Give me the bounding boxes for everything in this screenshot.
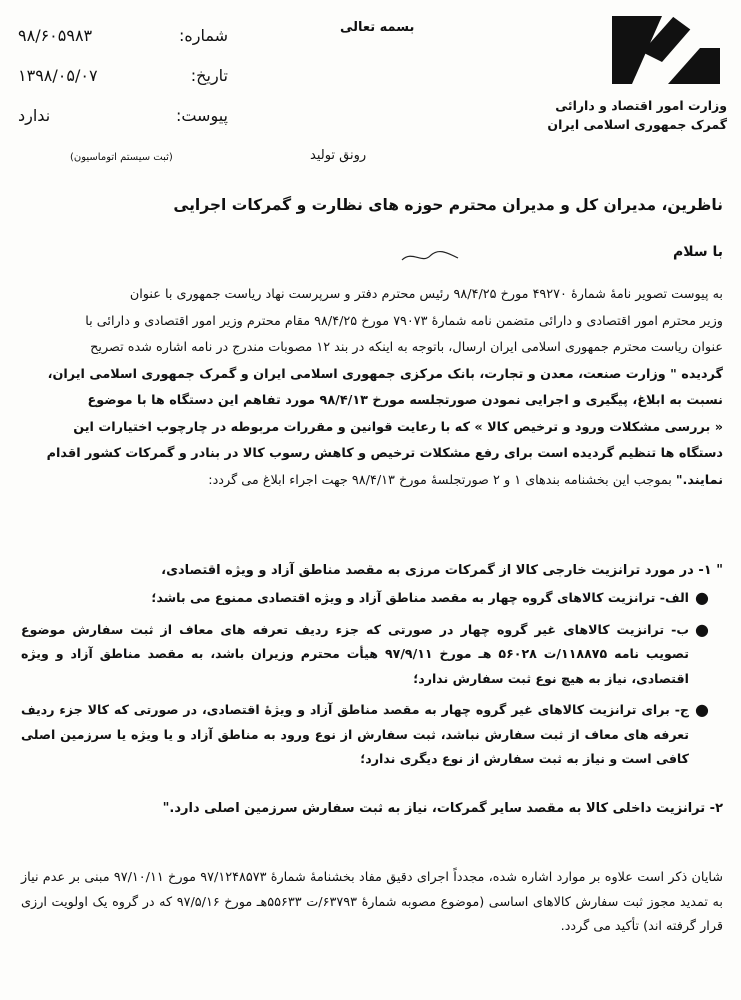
item1-heading: " ۱- در مورد ترانزیت خارجی کالا از گمرکات مرزی به مقصد مناطق آزاد و ویژه اقتصادی،: [161, 563, 723, 578]
para1-line: عنوان ریاست محترم جمهوری اسلامی ایران ارسال، باتوجه به اینکه در بند ۱۲ مصوبات مندرج در نامه اشاره شده تصریح: [90, 340, 723, 355]
attachment-value: ندارد: [18, 106, 51, 125]
bism-heading: بسمه تعالی: [340, 20, 415, 35]
rules-list: [21, 586, 711, 779]
paragraph-closing: شایان ذکر است علاوه بر موارد اشاره شده، مجدداً اجرای دقیق مفاد بخشنامهٔ شمارهٔ ۹۷/۱۲۴۸۵۷۳ مورخ ۹۷/۱۰/۱۱ مبنی بر عدم نیاز به تمدید مجوز ثبت سفارش کالاهای اساسی (موضوع مصوبه شمارهٔ ۶۳۷۹۳/ت ۵۵۶۳۳هـ مورخ ۹۷/۵/۱۶ که در گروه یک اولویت ارزی قرار گرفته اند) تأکید می گردد.: [21, 870, 724, 934]
list-item-text: ب- ترانزیت کالاهای غیر گروه چهار در صورتی که جزء ردیف تعرفه های معاف از ثبت سفارش موضوع تصویب نامه ۱۱۸۸۷۵/ت ۵۶۰۲۸ هـ مورخ ۹۷/۹/۱۱ هیأت محترم وزیران باشد، به مقصد مناطق آزاد و ویژه اقتصادی، نیاز به هیچ نوع ثبت سفارش ندارد؛: [21, 621, 689, 686]
date-value: ۱۳۹۸/۰۵/۰۷: [18, 66, 98, 85]
letter-date: [18, 66, 228, 85]
handwritten-mark: [400, 248, 460, 266]
number-label: شماره:: [178, 26, 228, 45]
letter-number: [18, 26, 228, 45]
greeting: با سلام: [672, 244, 723, 260]
bullet-icon: ●: [695, 619, 709, 639]
customs-name: گمرک جمهوری اسلامی ایران: [547, 117, 727, 132]
addressee: ناظرین، مدیران کل و مدیران محترم حوزه های نظارت و گمرکات اجرایی: [173, 196, 723, 214]
para1-line: به پیوست تصویر نامهٔ شمارهٔ ۴۹۲۷۰ مورخ ۹۸/۴/۲۵ رئیس محترم دفتر و سرپرست نهاد ریاست جمهوری با عنوان: [129, 287, 723, 302]
list-item-text: الف- ترانزیت کالاهای گروه چهار به مقصد مناطق آزاد و ویژه اقتصادی ممنوع می باشد؛: [151, 590, 689, 605]
para1-bold-line: نسبت به ابلاغ، پیگیری و اجرایی نمودن صورتجلسه مورخ ۹۸/۴/۱۳ مورد تفاهم این دستگاه ها با موضوع: [87, 393, 723, 408]
para1-line: وزیر محترم امور اقتصادی و دارائی متضمن نامه شمارهٔ ۷۹۰۷۳ مورخ ۹۸/۴/۲۵ مقام محترم وزیر امور اقتصادی و دارائی با: [85, 313, 723, 329]
para1-bold-end: نمایند.": [675, 472, 723, 488]
list-item: [21, 618, 711, 692]
ministry-name: وزارت امور اقتصاد و دارائی: [555, 98, 727, 113]
para1-bold-line: دستگاه ها تنظیم گردیده است برای رفع مشکلات ترخیص و کاهش رسوب کالا در بنادر و گمرکات کشور اقدام: [46, 446, 723, 461]
item2: ۲- ترانزیت داخلی کالا به مقصد سایر گمرکات، نیاز به ثبت سفارش سرزمین اصلی دارد.": [162, 801, 723, 816]
attachment-label: پیوست:: [175, 106, 228, 125]
letter-attachment: [18, 106, 228, 125]
list-item: [21, 698, 711, 772]
registration-note: (ثبت سیستم اتوماسیون): [70, 152, 173, 163]
para1-bold-line: « بررسی مشکلات ورود و ترخیص کالا » که با رعایت قوانین و مقررات مربوطه در چارچوب اختیارات این: [73, 419, 723, 435]
paragraph-intro: [21, 282, 723, 494]
para1-tail: بموجب این بخشنامه بندهای ۱ و ۲ صورتجلسهٔ مورخ ۹۸/۴/۱۳ جهت اجراء ابلاغ می گردد:: [208, 472, 672, 488]
para1-bold-line: گردیده " وزارت صنعت، معدن و تجارت، بانک مرکزی جمهوری اسلامی ایران و گمرک جمهوری اسلامی ایران،: [47, 366, 723, 382]
ministry-block: [547, 96, 727, 134]
bullet-icon: ●: [695, 588, 709, 607]
number-value: ۹۸/۶۰۵۹۸۳: [18, 26, 93, 45]
cc-line: رونق تولید: [310, 148, 367, 163]
list-item: [21, 586, 711, 611]
list-item-text: ج- برای ترانزیت کالاهای غیر گروه چهار به مقصد مناطق آزاد و ویژهٔ اقتصادی، در صورتی که کالا جزء ردیف تعرفه های معاف از ثبت سفارش نباشد، ثبت سفارش از نوع ورود به مناطق آزاد و یا ویژه یا سرزمین اصلی کافی است و نیاز به ثبت سفارش از نوع دیگری ندارد؛: [21, 702, 689, 766]
customs-logo: [602, 8, 728, 92]
bullet-icon: ●: [695, 700, 709, 719]
date-label: تاریخ:: [190, 66, 228, 85]
para1-last-line: [21, 468, 723, 495]
